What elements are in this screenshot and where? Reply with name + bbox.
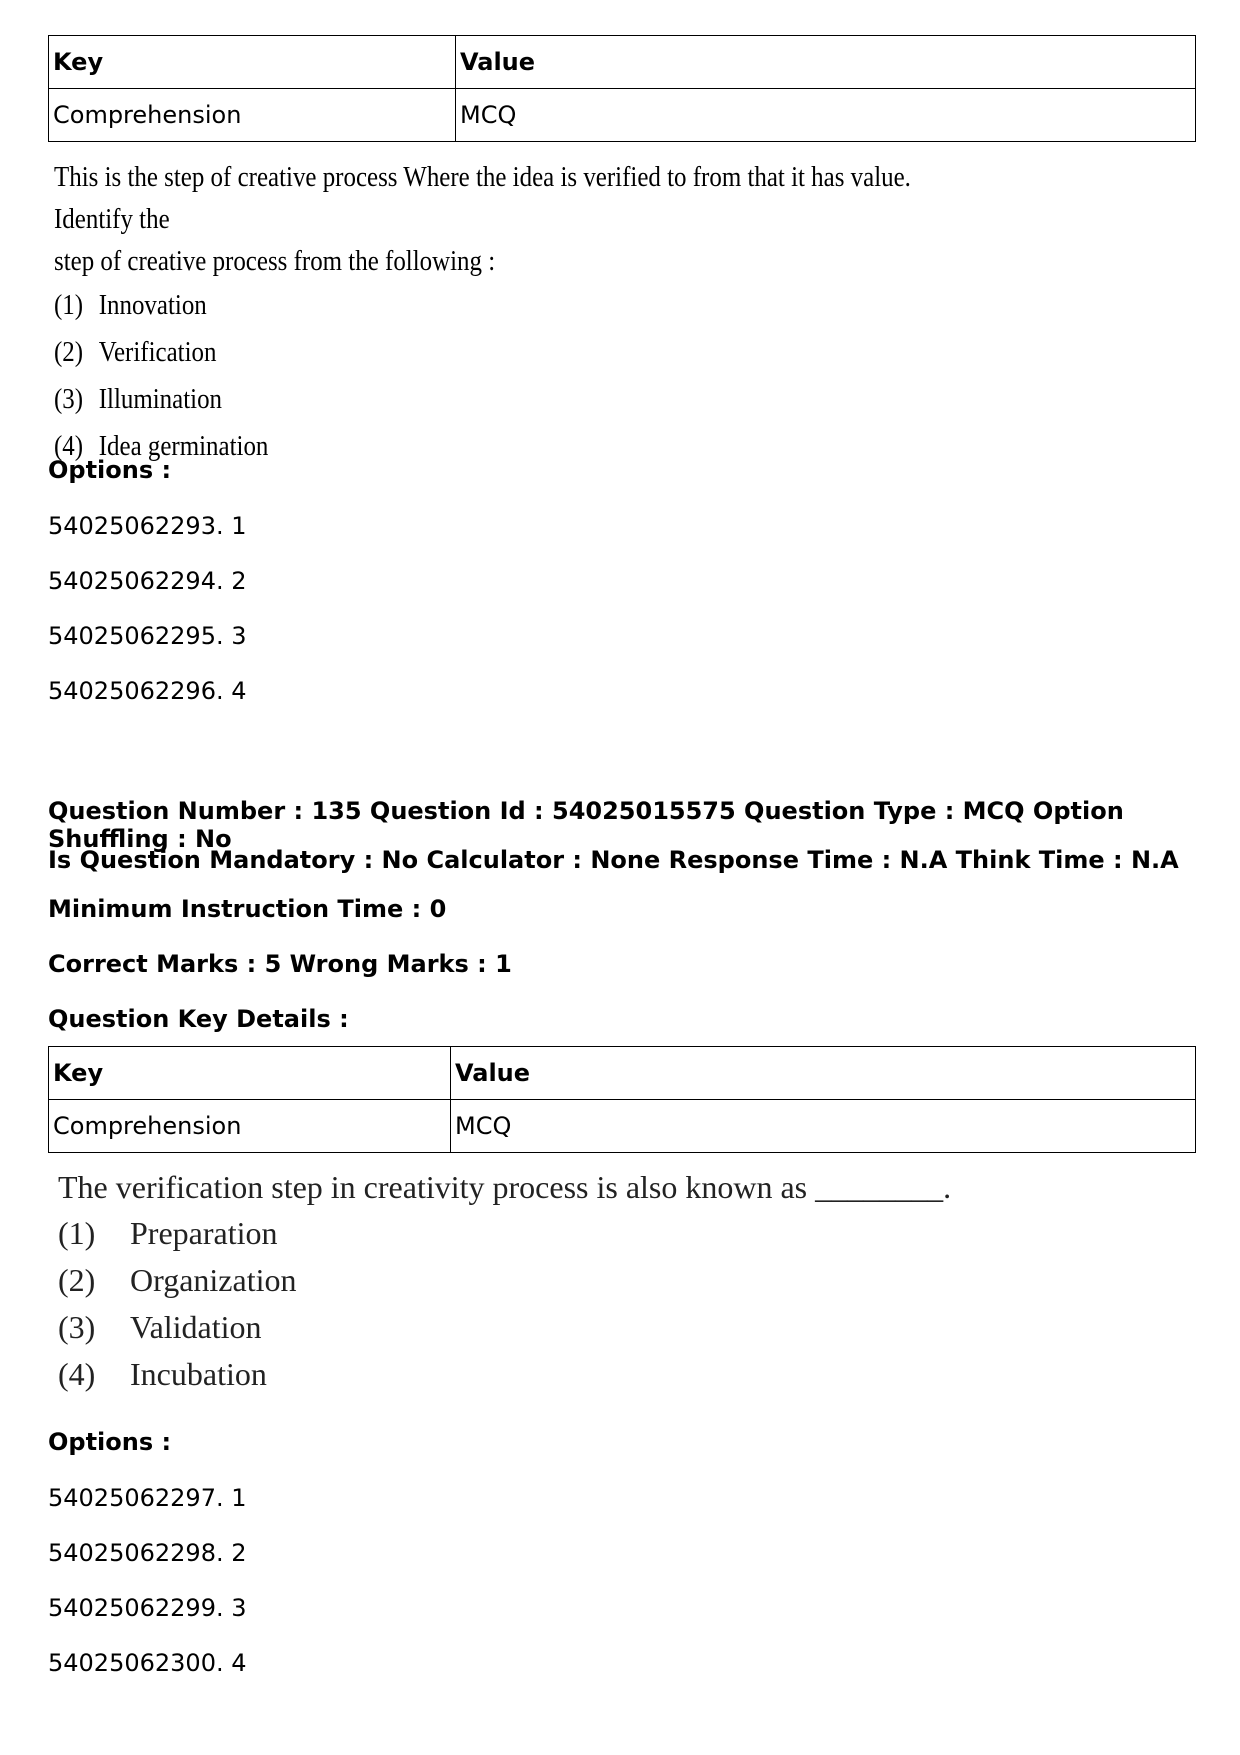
question-option [54,329,914,376]
table-header-row [49,1047,1196,1100]
question-option [58,1351,1058,1398]
option-number: (1) [58,1215,96,1251]
question-stem-line: step of creative process from the following : [54,245,496,277]
option-number: (3) [54,383,84,415]
table-row [49,89,1196,142]
option-id: 54025062300. 4 [48,1649,247,1677]
question-option [54,423,914,470]
option-id: 54025062294. 2 [48,567,247,595]
question-option [58,1304,1058,1351]
option-text: Illumination [98,383,223,415]
option-id: 54025062295. 3 [48,622,247,650]
table-header-key: Key [49,1047,451,1100]
question-meta-line: Minimum Instruction Time : 0 [48,895,447,923]
option-text: Incubation [130,1356,267,1392]
option-number: (4) [54,430,84,462]
key-details-table [48,35,1196,142]
option-text: Organization [130,1262,297,1298]
table-cell-value: MCQ [451,1100,1196,1153]
table-cell-value: MCQ [456,89,1196,142]
option-text: Verification [98,336,217,368]
option-number: (4) [58,1356,96,1392]
option-text: Validation [130,1309,262,1345]
options-label: Options : [48,456,172,484]
option-number: (3) [58,1309,96,1345]
question-meta-line: Question Number : 135 Question Id : 54025015575 Question Type : MCQ Option Shuffling : No [48,797,1124,853]
question-option [54,282,914,329]
option-number: (2) [58,1262,96,1298]
table-cell-key: Comprehension [49,89,456,142]
question-option [58,1210,1058,1257]
option-id: 54025062293. 1 [48,512,247,540]
question-meta-line: Is Question Mandatory : No Calculator : None Response Time : N.A Think Time : N.A [48,846,1179,874]
question-option [54,376,914,423]
option-text: Idea germination [98,430,269,462]
option-text: Preparation [130,1215,278,1251]
question-stem: The verification step in creativity process is also known as ________. [58,1169,952,1205]
option-id: 54025062299. 3 [48,1594,247,1622]
question-stem-line: This is the step of creative process Where the idea is verified to from that it has value. Identify the [54,161,911,235]
question-option [58,1257,1058,1304]
option-text: Innovation [98,289,207,321]
table-header-value: Value [451,1047,1196,1100]
option-id: 54025062296. 4 [48,677,247,705]
table-row [49,1100,1196,1153]
table-header-row [49,36,1196,89]
table-cell-key: Comprehension [49,1100,451,1153]
option-number: (1) [54,289,84,321]
table-header-value: Value [456,36,1196,89]
key-details-label: Question Key Details : [48,1005,349,1033]
option-id: 54025062297. 1 [48,1484,247,1512]
question-image [54,156,1054,470]
question-image [58,1164,1058,1398]
option-number: (2) [54,336,84,368]
option-id: 54025062298. 2 [48,1539,247,1567]
table-header-key: Key [49,36,456,89]
key-details-table [48,1046,1196,1153]
question-marks: Correct Marks : 5 Wrong Marks : 1 [48,950,512,978]
options-label: Options : [48,1428,172,1456]
